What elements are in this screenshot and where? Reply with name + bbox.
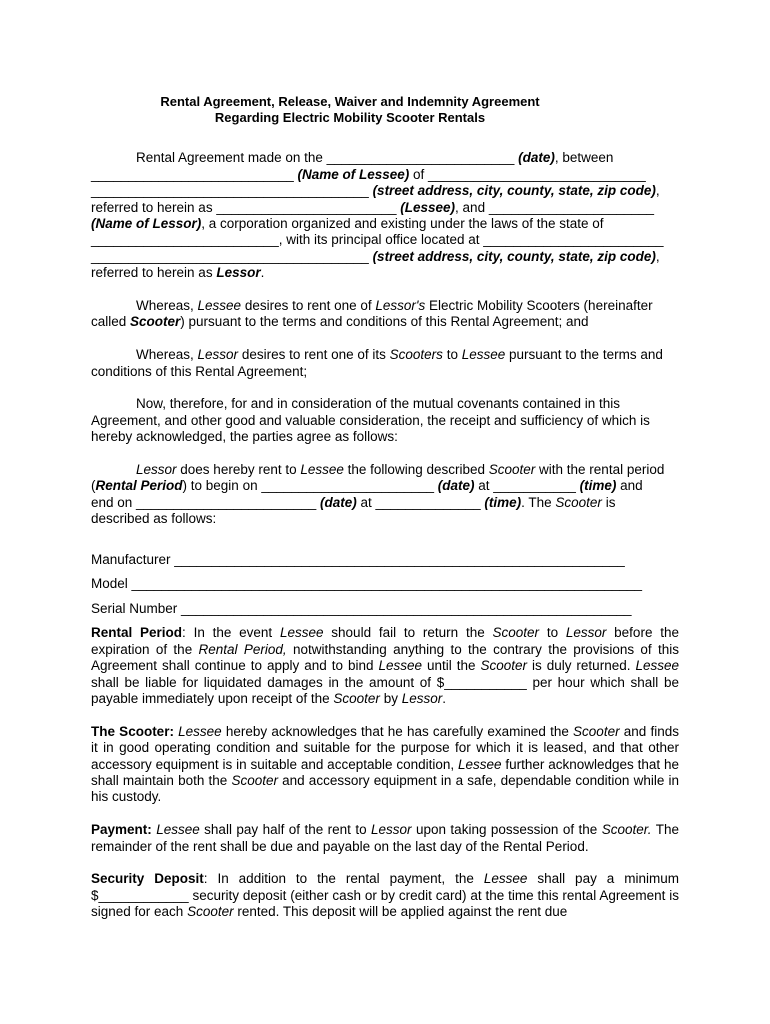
scooter-term: Scooter: [333, 690, 380, 706]
text: until the: [422, 658, 481, 674]
text: and: [616, 478, 643, 494]
intro-text: _____________________________________: [91, 248, 373, 264]
text: the following described: [343, 462, 489, 478]
time-label: (time): [484, 494, 522, 510]
intro-text: ,: [655, 183, 660, 199]
lessor-term: Lessor: [371, 822, 412, 838]
text: Whereas,: [136, 298, 198, 314]
time-label: (time): [579, 478, 617, 494]
agreement-body: [91, 94, 679, 921]
lessee-term: Lessee: [173, 723, 222, 739]
scooter-term: Scooter: [187, 904, 234, 920]
text: rented. This deposit will be applied against the rent due: [233, 904, 568, 920]
intro-line: [91, 150, 679, 166]
text: at ___________: [474, 478, 580, 494]
intro-text: ,: [655, 248, 660, 264]
lessee-name-label: (Name of Lessee): [297, 166, 410, 182]
text: shall be liable for liquidated damages in the amount of $___________ per hour which shall be payable immediately upon receipt of the: [91, 674, 679, 706]
text: Now, therefore, for and in consideration of the mutual covenants contained in this: [136, 396, 621, 412]
lessee-term: Lessee: [378, 658, 423, 674]
document-title: [21, 94, 679, 126]
text: before the expiration of the: [91, 625, 679, 657]
scooter-term: Scooter: [130, 314, 181, 330]
text: described as follows:: [91, 511, 217, 527]
title-line-2: Regarding Electric Mobility Scooter Rentals: [214, 110, 486, 125]
scooter-term: Scooter: [480, 658, 527, 674]
text: . The: [521, 494, 556, 510]
lessee-term: Lessee: [635, 658, 679, 674]
lessee-term: Lessee: [197, 298, 242, 314]
text: called: [91, 314, 131, 330]
intro-text: , a corporation organized and existing under the laws of the state of: [201, 216, 604, 232]
date-label: (date): [320, 494, 357, 510]
text: does hereby rent to: [176, 462, 301, 478]
lessee-term: Lessee: [300, 462, 344, 478]
text: pursuant to the terms and: [505, 347, 663, 363]
lessor-name-label: (Name of Lessor): [91, 216, 202, 232]
lessee-term: Lessee: [461, 347, 506, 363]
rental-period-clause: [91, 625, 679, 707]
lessor-term: Lessor's: [375, 298, 426, 314]
text: hereby acknowledges that he has carefully examined the: [221, 723, 574, 739]
model-field: Model ____________________________________________________________________: [91, 576, 643, 592]
rental-period-term: Rental Period: [95, 478, 183, 494]
serial-number-field: Serial Number ____________________________________________________________: [91, 600, 632, 616]
text: further acknowledges that he shall maintain both the: [91, 756, 679, 788]
intro-line: [91, 232, 679, 248]
payment-clause: [91, 822, 679, 855]
text: by: [379, 690, 402, 706]
scooter-term: Scooter: [231, 772, 278, 788]
text: Whereas,: [136, 347, 198, 363]
section-heading: The Scooter:: [91, 723, 174, 739]
intro-text: , and ______________________: [455, 199, 655, 215]
the-scooter-clause: [91, 724, 679, 806]
lessor-term: Lessor: [565, 625, 607, 641]
text: desires to rent one of its: [238, 347, 390, 363]
text: notwithstanding anything to the contrary the provisions of this Agreement shall continue to apply and to bind: [91, 641, 679, 674]
manufacturer-field: Manufacturer ____________________________________________________________: [91, 552, 625, 568]
text: to: [442, 347, 462, 363]
text: shall pay half of the rent to: [199, 822, 372, 838]
security-deposit-clause: [91, 871, 679, 920]
intro-line: [91, 200, 679, 216]
address-label: (street address, city, county, state, zip code): [372, 248, 656, 264]
text: upon taking possession of the: [411, 822, 602, 838]
text: The remainder of the rent shall be due and payable on the last day of the Rental Period.: [91, 822, 679, 854]
intro-text: _________________________, with its principal office located at ________________________: [91, 232, 664, 248]
whereas-paragraph-1: [91, 298, 679, 331]
text: with the rental period: [535, 462, 665, 478]
text: and accessory equipment in a safe, dependable condition while in his custody.: [91, 772, 680, 805]
scooter-term: Scooter: [488, 462, 536, 478]
lessor-term: Lessor: [197, 347, 239, 363]
intro-text: Rental Agreement made on the _________________________: [136, 150, 519, 166]
scooter-term: Scooter: [573, 723, 620, 739]
intro-line: [91, 167, 679, 183]
scooter-term: Scooter: [555, 494, 602, 510]
section-heading: Rental Period: [91, 625, 183, 641]
intro-line: [91, 265, 679, 281]
lessee-term: Lessee: [483, 871, 528, 887]
scooters-term: Scooters: [389, 347, 443, 363]
intro-line: [91, 216, 679, 232]
rental-period-term: Rental Period,: [198, 641, 287, 657]
intro-text: , between: [554, 150, 614, 166]
text: and finds it in good operating condition and suitable for the purpose for which it is leased, and that other accessory equipment is in suitable and acceptable condition,: [91, 723, 679, 772]
intro-text: ___________________________: [91, 166, 298, 182]
text: end on ________________________: [91, 494, 320, 510]
text: is: [601, 494, 616, 510]
intro-line: [91, 249, 679, 265]
text: : In addition to the rental payment, the: [203, 871, 484, 887]
address-label: (street address, city, county, state, zip code): [372, 183, 656, 199]
scooter-fields: [91, 552, 679, 617]
date-label: (date): [437, 478, 475, 494]
scooter-term: Scooter: [492, 625, 540, 641]
lessee-term: Lessee: [151, 822, 200, 838]
text: is duly returned.: [527, 658, 636, 674]
text: conditions of this Rental Agreement;: [91, 363, 308, 379]
section-heading: Payment:: [91, 822, 152, 838]
text: Electric Mobility Scooters (hereinafter: [425, 298, 653, 314]
title-line-1: Rental Agreement, Release, Waiver and Indemnity Agreement: [160, 94, 540, 109]
text: should fail to return the: [323, 625, 493, 641]
text: hereby acknowledged, the parties agree as follows:: [91, 429, 398, 445]
lessee-label: (Lessee): [400, 199, 456, 215]
intro-text: _____________________________________: [91, 183, 373, 199]
lessee-term: Lessee: [279, 625, 324, 641]
text: desires to rent one of: [241, 298, 376, 314]
text: .: [442, 690, 446, 706]
text: to: [539, 625, 566, 641]
text: at ______________: [356, 494, 485, 510]
whereas-paragraph-2: [91, 347, 679, 380]
date-label: (date): [518, 150, 555, 166]
intro-text: of _____________________________: [409, 166, 646, 182]
text: shall pay a minimum $____________ security deposit (either cash or by credit card) at the time this rental Agreement is signed for each: [91, 871, 680, 920]
intro-paragraph: [91, 150, 679, 281]
intro-line: [91, 183, 679, 199]
scooter-term: Scooter.: [601, 822, 652, 838]
text: Agreement, and other good and valuable consideration, the receipt and sufficiency of which is: [91, 412, 650, 428]
now-therefore-paragraph: [91, 396, 679, 445]
rent-clause-paragraph: [91, 462, 679, 528]
lessor-label: Lessor: [216, 265, 261, 281]
lessor-term: Lessor: [401, 690, 443, 706]
text: (: [91, 478, 96, 494]
intro-text: .: [260, 265, 265, 281]
intro-text: referred to herein as: [91, 265, 217, 281]
lessee-term: Lessee: [457, 756, 502, 772]
text: ) to begin on _______________________: [182, 478, 438, 494]
lessor-term: Lessor: [136, 462, 177, 478]
section-heading: Security Deposit: [91, 871, 204, 887]
text: : In the event: [182, 625, 280, 641]
intro-text: referred to herein as ________________________: [91, 199, 401, 215]
text: ) pursuant to the terms and conditions of this Rental Agreement; and: [180, 314, 589, 330]
